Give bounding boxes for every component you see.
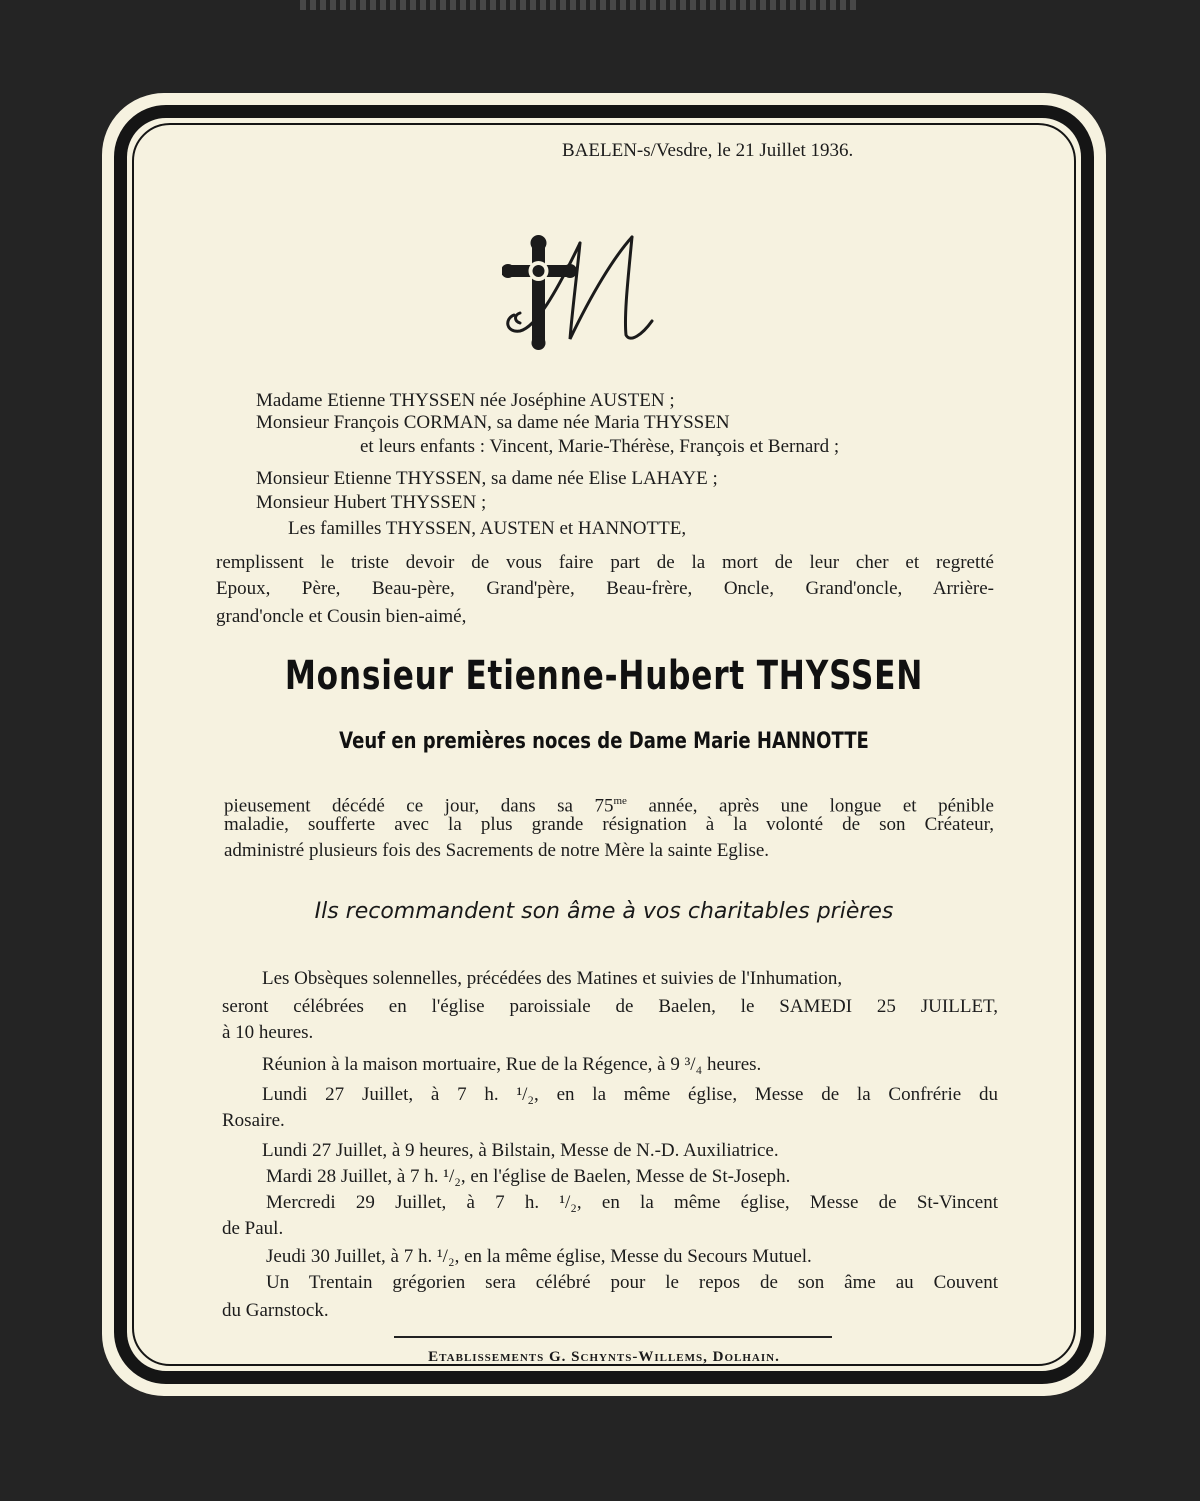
service-line: Mardi 28 Juillet, à 7 h. ¹/₂, en l'église de Baelen, Messe de St-Joseph. [266, 1166, 791, 1187]
footer-rule [394, 1336, 832, 1338]
cross-icon [502, 235, 577, 350]
service-line: Lundi 27 Juillet, à 9 heures, à Bilstain, Messe de N.-D. Auxiliatrice. [262, 1140, 779, 1161]
notice-content [102, 93, 1106, 1396]
service-line: du Garnstock. [222, 1300, 329, 1321]
death-notice-card [102, 93, 1106, 1396]
service-line: Lundi 27 Juillet, à 7 h. ¹/₂, en la même église, Messe de la Confrérie du [262, 1084, 998, 1105]
family-line: Madame Etienne THYSSEN née Joséphine AUSTEN ; [256, 390, 675, 411]
service-line: Rosaire. [222, 1110, 285, 1131]
service-line: Réunion à la maison mortuaire, Rue de la Régence, à 9 ³/₄ heures. [262, 1054, 762, 1075]
family-line: et leurs enfants : Vincent, Marie-Thérèse, François et Bernard ; [360, 436, 840, 457]
family-line: Monsieur Etienne THYSSEN, sa dame née Elise LAHAYE ; [256, 468, 718, 489]
announcement-line: remplissent le triste devoir de vous faire part de la mort de leur cher et regretté [216, 552, 994, 573]
monogram-m-letter [508, 237, 652, 339]
service-line: Les Obsèques solennelles, précédées des Matines et suivies de l'Inhumation, [262, 968, 843, 989]
service-line: Jeudi 30 Juillet, à 7 h. ¹/₂, en la même église, Messe du Secours Mutuel. [266, 1246, 812, 1267]
announcement-line: grand'oncle et Cousin bien-aimé, [216, 606, 467, 627]
service-line: à 10 heures. [222, 1022, 314, 1043]
printer-credit: Etablissements G. Schynts-Willems, Dolhain. [428, 1349, 780, 1365]
service-line: Mercredi 29 Juillet, à 7 h. ¹/₂, en la même église, Messe de St-Vincent [266, 1192, 998, 1213]
service-line: seront célébrées en l'église paroissiale de Baelen, le SAMEDI 25 JUILLET, [222, 996, 998, 1017]
deceased-subtitle: Veuf en premières noces de Dame Marie HANNOTTE [339, 729, 869, 754]
family-line: Monsieur François CORMAN, sa dame née Maria THYSSEN [256, 412, 730, 433]
family-line: Monsieur Hubert THYSSEN ; [256, 492, 487, 513]
announcement-line: Epoux, Père, Beau-père, Grand'père, Beau-frère, Oncle, Grand'oncle, Arrière- [216, 578, 994, 599]
prayer-request: Ils recommandent son âme à vos charitables prières [314, 899, 894, 924]
dateline: BAELEN-s/Vesdre, le 21 Juillet 1936. [562, 140, 854, 161]
cross-monogram-emblem [502, 223, 692, 353]
family-line: Les familles THYSSEN, AUSTEN et HANNOTTE, [288, 518, 687, 539]
death-line: pieusement décédé ce jour, dans sa $75^{me}$ année, après une longue et pénible [224, 795, 994, 817]
death-line: maladie, soufferte avec la plus grande résignation à la volonté de son Créateur, [224, 814, 994, 835]
deceased-name: Monsieur Etienne-Hubert THYSSEN [284, 653, 924, 699]
service-line: de Paul. [222, 1218, 284, 1239]
service-line: Un Trentain grégorien sera célébré pour le repos de son âme au Couvent [266, 1272, 998, 1293]
scan-edge-strip [300, 0, 860, 10]
death-line: administré plusieurs fois des Sacrements de notre Mère la sainte Eglise. [224, 840, 770, 861]
